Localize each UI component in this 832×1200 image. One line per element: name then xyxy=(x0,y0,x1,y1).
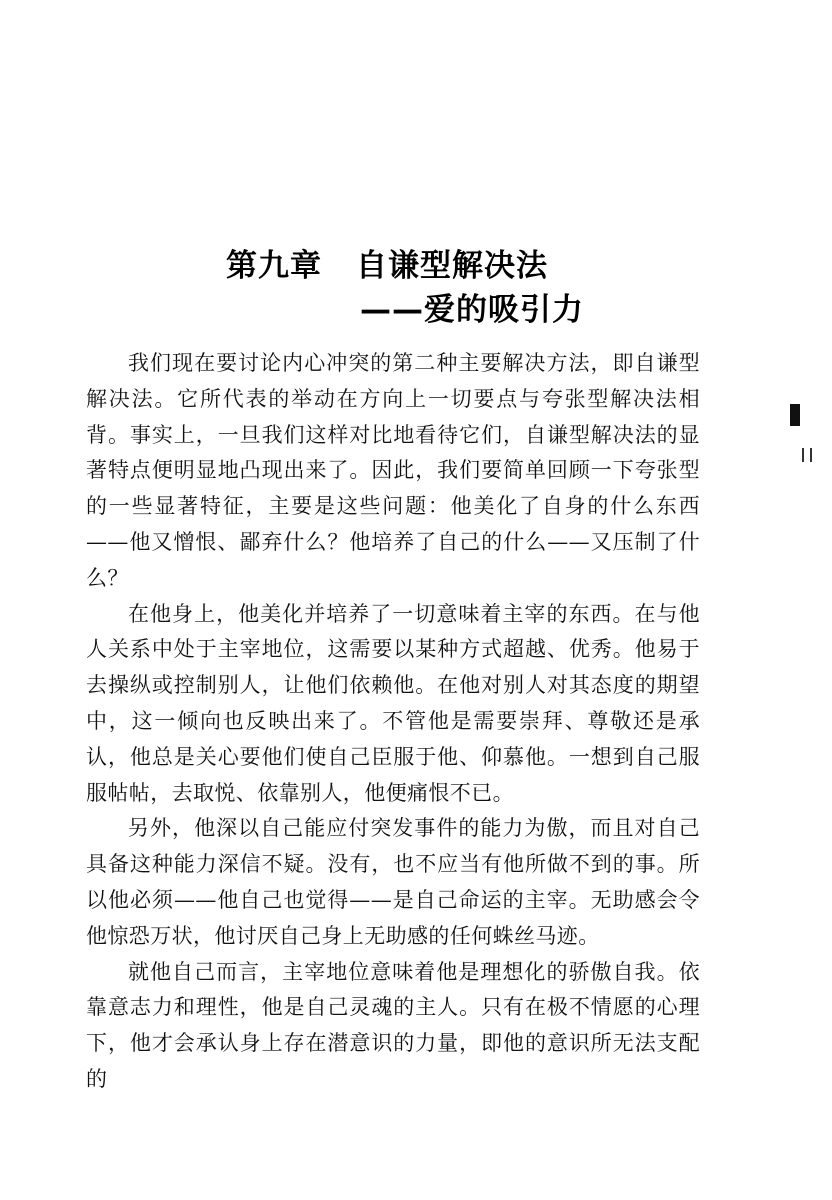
paragraph-3: 另外，他深以自己能应付突发事件的能力为傲，而且对自己具备这种能力深信不疑。没有，也不应当有他所做不到的事。所以他必须——他自己也觉得——是自己命运的主宰。无助感会令他惊恐万状，他讨厌自己身上无助感的任何蛛丝马迹。 xyxy=(86,816,700,948)
chapter-subtitle: ——爱的吸引力 xyxy=(360,292,584,328)
paragraph-2: 在他身上，他美化并培养了一切意味着主宰的东西。在与他人关系中处于主宰地位，这需要以某种方式超越、优秀。他易于去操纵或控制别人，让他们依赖他。在他对别人对其态度的期望中，这一倾向也反映出来了。不管他是需要崇拜、尊敬还是承认，他总是关心要他们使自己臣服于他、仰慕他。一想到自己服服帖帖，去取悦、依靠别人，他便痛恨不已。 xyxy=(86,601,700,805)
paragraph-1: 我们现在要讨论内心冲突的第二种主要解决方法，即自谦型解决法。它所代表的举动在方向上一切要点与夸张型解决法相背。事实上，一旦我们这样对比地看待它们，自谦型解决法的显著特点便明显地凸现出来了。因此，我们要简单回顾一下夸张型的一些显著特征，主要是这些问题：他美化了自身的什么东西——他又憎恨、鄙弃什么？他培养了自己的什么——又压制了什么？ xyxy=(86,351,700,590)
chapter-number: 第九章 xyxy=(226,248,322,284)
chapter-title xyxy=(226,240,548,285)
scan-margin-mark xyxy=(790,404,800,426)
body-text xyxy=(86,346,700,1098)
paragraph-4: 就他自己而言，主宰地位意味着他是理想化的骄傲自我。依靠意志力和理性，他是自己灵魂的主人。只有在极不情愿的心理下，他才会承认身上存在潜意识的力量，即他的意识所无法支配的 xyxy=(86,959,700,1091)
chapter-main-title: 自谦型解决法 xyxy=(356,248,548,284)
scan-margin-tick xyxy=(802,448,812,462)
